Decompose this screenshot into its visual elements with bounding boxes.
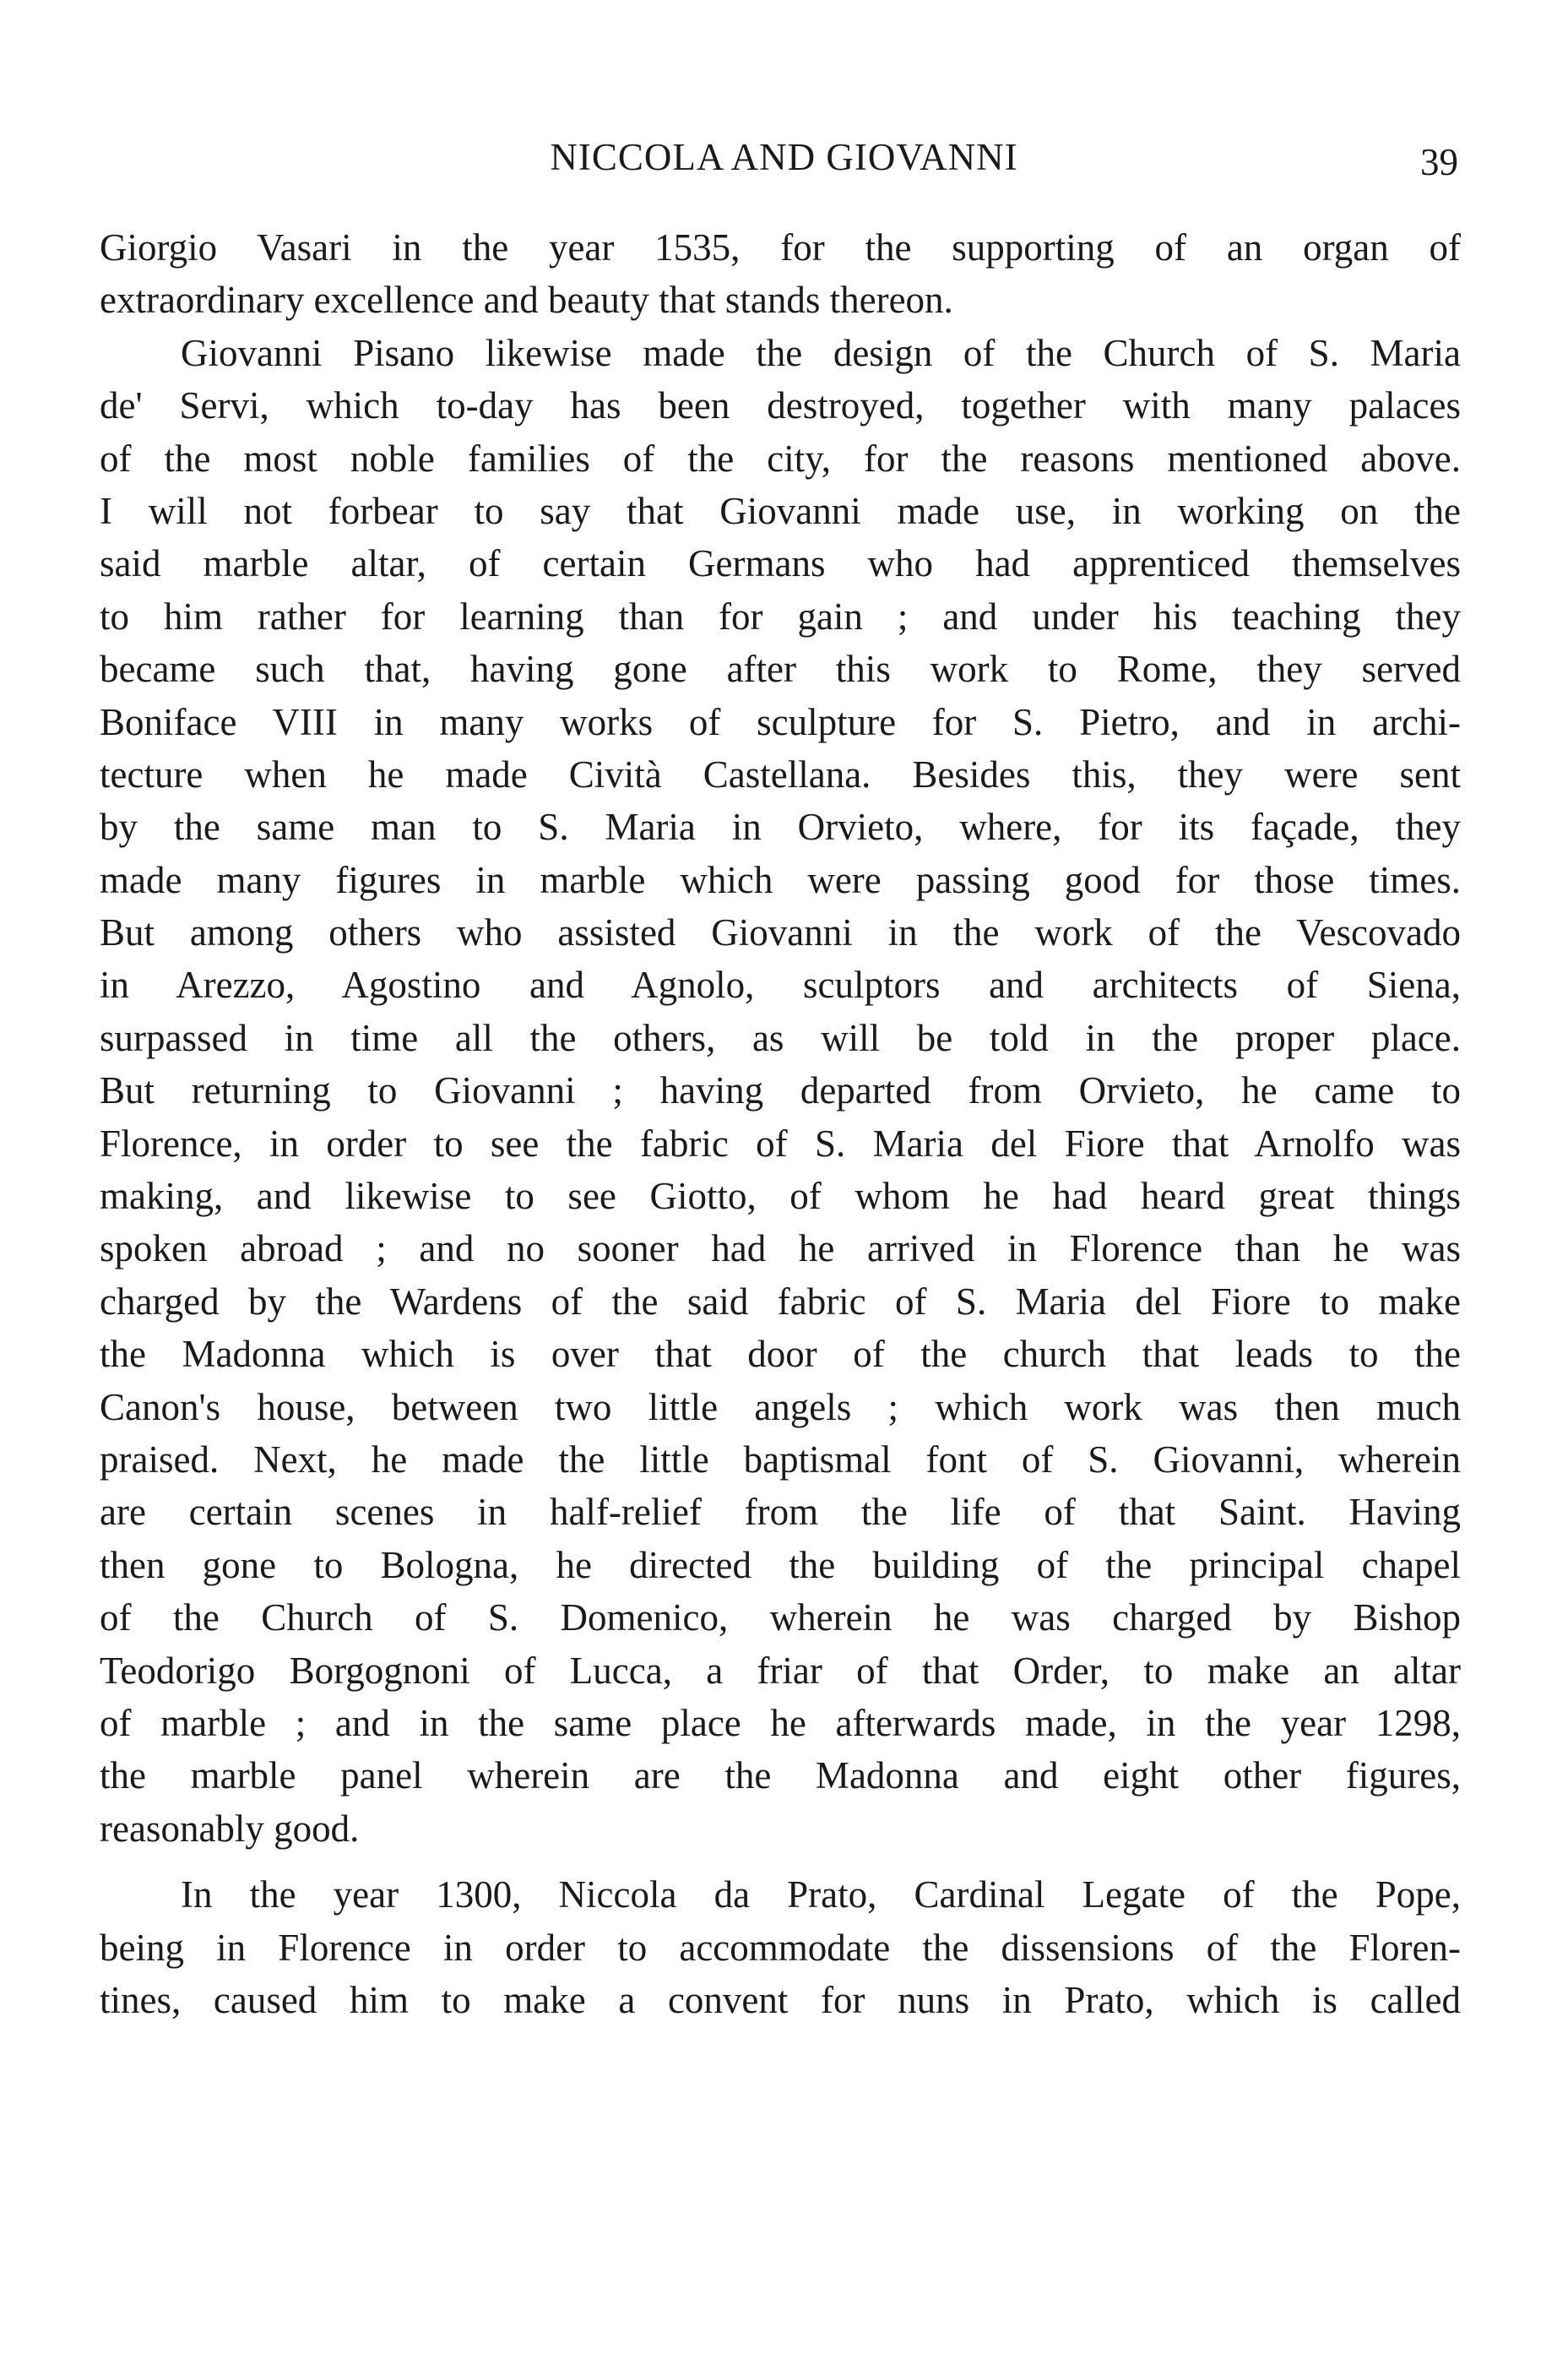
text-line: in Arezzo, Agostino and Agnolo, sculptors and architects of Siena,	[100, 964, 1461, 1007]
text-line: extraordinary excellence and beauty that stands thereon.	[100, 279, 953, 322]
text-line: of the most noble families of the city, for the reasons mentioned above.	[100, 437, 1461, 480]
text-line: But returning to Giovanni ; having departed from Orvieto, he came to	[100, 1069, 1461, 1112]
text-line: by the same man to S. Maria in Orvieto, where, for its façade, they	[100, 806, 1461, 849]
text-line: surpassed in time all the others, as will be told in the proper place.	[100, 1016, 1461, 1059]
text-line: But among others who assisted Giovanni in the work of the Vescovado	[100, 911, 1461, 954]
text-line: to him rather for learning than for gain ; and under his teaching they	[100, 595, 1461, 638]
text-line: Boniface VIII in many works of sculpture for S. Pietro, and in archi-	[100, 700, 1461, 743]
text-line: made many figures in marble which were passing good for those times.	[100, 858, 1461, 901]
text-line: are certain scenes in half-relief from the life of that Saint. Having	[100, 1491, 1461, 1534]
text-line: of the Church of S. Domenico, wherein he was charged by Bishop	[100, 1596, 1461, 1639]
text-line: de' Servi, which to-day has been destroyed, together with many palaces	[100, 384, 1461, 427]
page-number: 39	[1420, 141, 1458, 183]
text-line: then gone to Bologna, he directed the building of the principal chapel	[100, 1543, 1461, 1586]
text-line: the marble panel wherein are the Madonna and eight other figures,	[100, 1754, 1461, 1797]
text-line: Giovanni Pisano likewise made the design of the Church of S. Maria	[181, 331, 1461, 374]
text-line: praised. Next, he made the little baptismal font of S. Giovanni, wherein	[100, 1438, 1461, 1481]
text-line: Teodorigo Borgognoni of Lucca, a friar of that Order, to make an altar	[100, 1649, 1461, 1692]
text-line: charged by the Wardens of the said fabric of S. Maria del Fiore to make	[100, 1280, 1461, 1323]
text-line: tines, caused him to make a convent for nuns in Prato, which is called	[100, 1978, 1461, 2021]
text-line: said marble altar, of certain Germans who had apprenticed themselves	[100, 542, 1461, 585]
text-line: making, and likewise to see Giotto, of whom he had heard great things	[100, 1175, 1461, 1218]
text-line: spoken abroad ; and no sooner had he arrived in Florence than he was	[100, 1227, 1461, 1270]
text-line: I will not forbear to say that Giovanni made use, in working on the	[100, 489, 1461, 532]
running-title: NICCOLA AND GIOVANNI	[550, 136, 1018, 178]
text-line: In the year 1300, Niccola da Prato, Cardinal Legate of the Pope,	[181, 1873, 1461, 1916]
text-line: reasonably good.	[100, 1807, 360, 1850]
text-line: being in Florence in order to accommodate the dissensions of the Floren-	[100, 1926, 1461, 1969]
text-line: of marble ; and in the same place he afterwards made, in the year 1298,	[100, 1701, 1461, 1744]
text-line: Florence, in order to see the fabric of S. Maria del Fiore that Arnolfo was	[100, 1122, 1461, 1165]
text-line: Giorgio Vasari in the year 1535, for the supporting of an organ of	[100, 226, 1461, 269]
text-line: became such that, having gone after this work to Rome, they served	[100, 648, 1461, 691]
text-line: tecture when he made Cività Castellana. Besides this, they were sent	[100, 753, 1461, 796]
text-line: the Madonna which is over that door of the church that leads to the	[100, 1333, 1461, 1376]
text-body	[100, 221, 1461, 2026]
text-line: Canon's house, between two little angels ; which work was then much	[100, 1385, 1461, 1428]
running-head	[0, 135, 1568, 194]
